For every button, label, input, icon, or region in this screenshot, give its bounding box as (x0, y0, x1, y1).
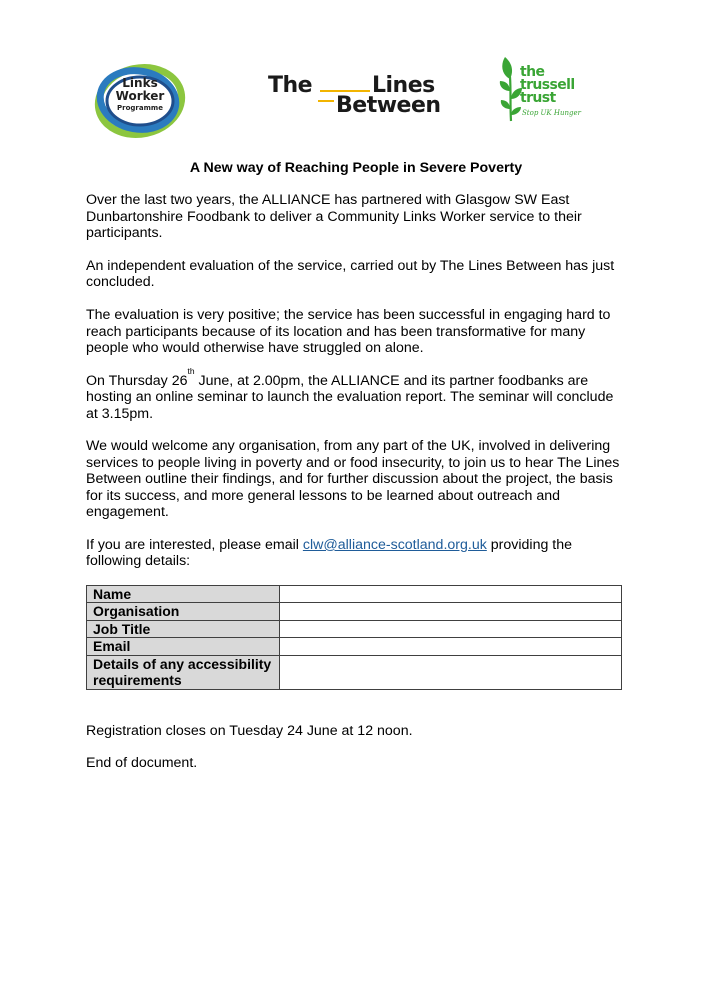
paragraph-seminar (86, 365, 626, 422)
logo-header (0, 55, 707, 145)
table-label-cell: Email (87, 638, 280, 655)
document-body (86, 160, 626, 788)
trussell-logo-line3: trust (520, 90, 556, 106)
table-row (87, 586, 622, 603)
table-label-cell: Job Title (87, 620, 280, 637)
links-worker-logo-line2: Worker (115, 89, 165, 103)
contact-text-prefix: If you are interested, please email (86, 536, 303, 553)
seminar-text-prefix: On Thursday 26 (86, 372, 188, 389)
table-value-cell[interactable] (280, 586, 622, 603)
links-worker-programme-logo (92, 63, 188, 139)
trussell-logo-wordmark (520, 66, 575, 105)
table-value-cell[interactable] (280, 638, 622, 655)
links-worker-logo-line3: Programme (117, 104, 163, 112)
lines-between-logo (268, 73, 441, 121)
table-value-cell[interactable] (280, 655, 622, 689)
registration-deadline: Registration closes on Tuesday 24 June at 12 noon. (86, 722, 413, 739)
paragraph-partnership: Over the last two years, the ALLIANCE has partnered with Glasgow SW East Dunbartonshire Foodbank to deliver a Community Links Worker service to their participants. (86, 192, 582, 242)
table-label-cell: Name (87, 586, 280, 603)
table-row (87, 655, 622, 689)
table-value-cell[interactable] (280, 603, 622, 620)
end-of-document: End of document. (86, 755, 198, 772)
lines-between-logo-lines: Lines (372, 73, 435, 98)
table-label-cell: Details of any accessibility requirements (87, 655, 280, 689)
paragraph-invitation: We would welcome any organisation, from any part of the UK, involved in delivering services to people living in poverty and or food insecurity, to join us to hear The Lines Between outline their findings, and for further discussion about the project, the basis for its success, and more general lessons to be learned about outreach and engagement. (86, 438, 620, 521)
links-worker-logo-text (92, 77, 188, 113)
contact-text-suffix: providing the following details: (86, 536, 573, 570)
table-row (87, 638, 622, 655)
paragraph-evaluation-results: The evaluation is very positive; the service has been successful in engaging hard to reach participants because of its location and has been transformative for many people who would otherwise have struggled on alone. (86, 307, 611, 357)
lines-between-logo-between: Between (336, 93, 441, 118)
trussell-logo-tagline: Stop UK Hunger (522, 109, 581, 117)
links-worker-logo-line1: Links (122, 76, 158, 90)
trussell-logo-line1: the (520, 64, 545, 80)
table-row (87, 603, 622, 620)
contact-email-link[interactable]: clw@alliance-scotland.org.uk (302, 536, 487, 553)
paragraph-evaluation: An independent evaluation of the service, carried out by The Lines Between has just concluded. (86, 258, 615, 291)
lines-between-logo-bar-short (318, 100, 334, 102)
seminar-date-suffix: th (187, 365, 195, 376)
trussell-trust-logo (498, 55, 588, 127)
lines-between-logo-the: The (268, 73, 313, 98)
table-row (87, 620, 622, 637)
paragraph-contact (86, 537, 626, 570)
lines-between-logo-bar (320, 90, 370, 92)
registration-details-table (86, 585, 622, 689)
document-title: A New way of Reaching People in Severe Poverty (189, 160, 523, 176)
trussell-logo-line2: trussell (520, 77, 575, 93)
seminar-text-suffix: June, at 2.00pm, the ALLIANCE and its partner foodbanks are hosting an online seminar to launch the evaluation report. The seminar will conclude at 3.15pm. (86, 372, 614, 422)
table-label-cell: Organisation (87, 603, 280, 620)
table-value-cell[interactable] (280, 620, 622, 637)
